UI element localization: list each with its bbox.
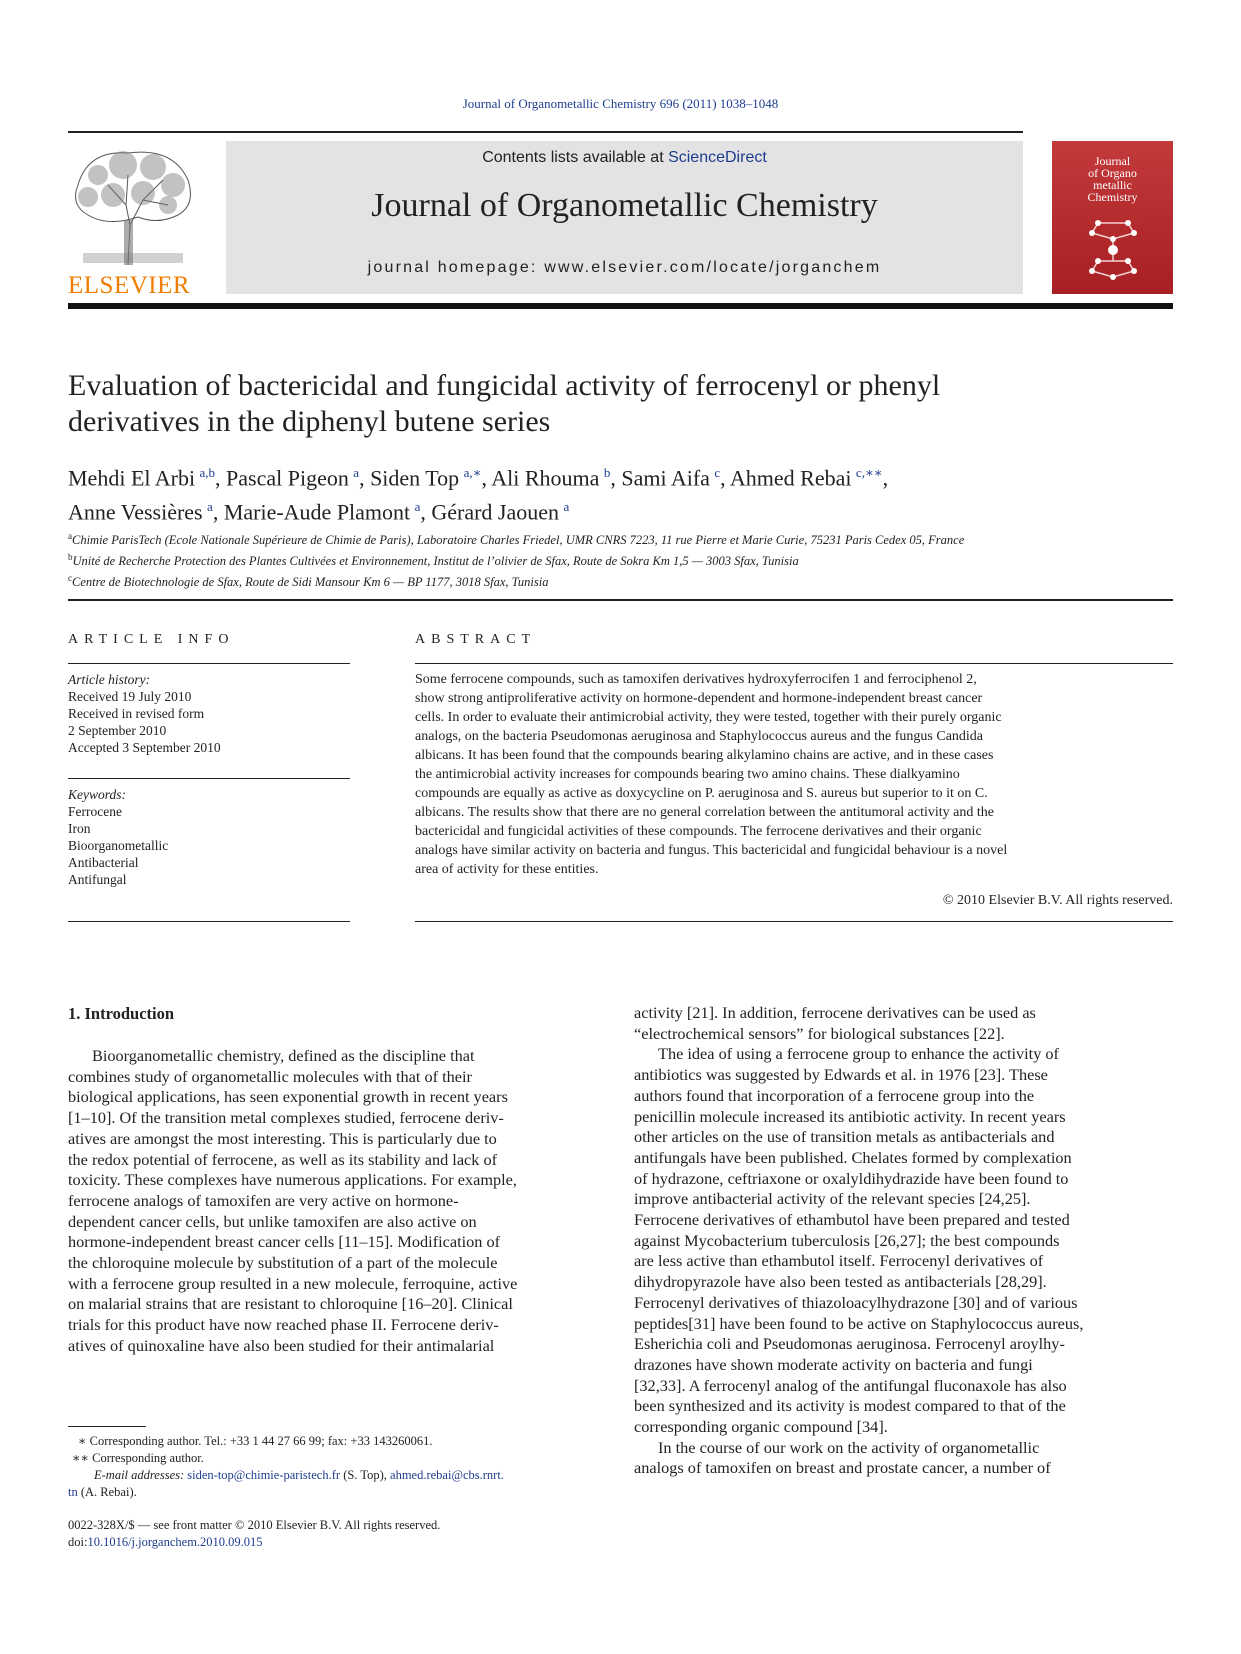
footnotes — [68, 1433, 598, 1501]
email-link-rebai-cont[interactable]: tn — [68, 1485, 78, 1499]
history-item: Received 19 July 2010 — [68, 689, 192, 704]
author-name: Anne Vessières — [68, 499, 203, 525]
body-line: the redox potential of ferrocene, as well as its stability and lack of — [68, 1149, 498, 1169]
title-line-1: Evaluation of bactericidal and fungicidal activity of ferrocenyl or phenyl — [68, 369, 941, 402]
email-link-top[interactable]: siden-top@chimie-paristech.fr — [187, 1468, 341, 1482]
author-name: Mehdi El Arbi — [68, 465, 196, 491]
author-affil-mark[interactable]: a,b — [199, 465, 216, 480]
keywords — [68, 786, 350, 888]
journal-citation[interactable]: Journal of Organometallic Chemistry 696 (2011) 1038–1048 — [462, 96, 779, 111]
body-line: dihydropyrazole have also been tested as antibacterials [28,29]. — [634, 1272, 1047, 1292]
journal-homepage[interactable]: journal homepage: www.elsevier.com/locate/jorganchem — [367, 259, 882, 276]
author-name: Siden Top — [370, 465, 460, 491]
body-line: hormone-independent breast cancer cells [11–15]. Modification of — [68, 1232, 501, 1252]
body-line: antifungals have been published. Chelates formed by complexation — [634, 1147, 1072, 1167]
keyword: Iron — [68, 821, 91, 836]
intro-left-column — [68, 1046, 598, 1357]
body-line: combines study of organometallic molecules with that of their — [68, 1066, 472, 1086]
author-line-2: Anne Vessières $^a$, Marie-Aude Plamont $^a$, Gérard Jaouen $^a$ — [68, 499, 570, 525]
abstract-copyright: © 2010 Elsevier B.V. All rights reserved. — [942, 893, 1173, 908]
author-line-1: Mehdi El Arbi $^{a,b}$, Pascal Pigeon $^a$, Siden Top $^{a,∗}$, Ali Rhouma $^b$, Sami Aifa $^c$, Ahmed Rebai $^{c,∗∗}$, — [68, 465, 889, 491]
body-line: [1–10]. Of the transition metal complexes studied, ferrocene deriv- — [68, 1108, 504, 1128]
article-info-heading: ARTICLE INFO — [68, 632, 235, 647]
affiliation-a: $^a$Chimie ParisTech (Ecole Nationale Supérieure de Chimie de Paris), Laboratoire Charles Friedel, UMR CNRS 7223, 11 rue Pierre et Marie Curie, 75231 Paris Cedex 05, France — [68, 531, 965, 548]
history-item: 2 September 2010 — [68, 723, 167, 738]
affiliations-rule — [68, 599, 1173, 601]
body-line: of hydrazone, ceftriaxone or oxalyldihydrazide have been found to — [634, 1168, 1069, 1188]
sciencedirect-link[interactable]: ScienceDirect — [668, 149, 767, 166]
header-bottom-rule — [68, 303, 1173, 309]
footnote-rule — [68, 1426, 146, 1427]
ferrocene-molecule-icon — [1088, 211, 1138, 283]
section-heading-introduction: 1. Introduction — [68, 1004, 175, 1023]
body-line: improve antibacterial activity of the relevant species [24,25]. — [634, 1189, 1031, 1209]
body-line: toxicity. These complexes have numerous applications. For example, — [68, 1170, 517, 1190]
author-affil-mark[interactable]: c — [714, 465, 721, 480]
author-name: Sami Aifa — [621, 465, 710, 491]
body-line: other articles on the use of transition metals as antibacterials and — [634, 1127, 1055, 1147]
abstract-bottom-rule — [415, 921, 1173, 922]
journal-cover — [1052, 141, 1173, 294]
abstract-line: area of activity for these entities. — [415, 862, 599, 877]
abstract-line: albicans. It has been found that the compounds bearing alkylamino chains are active, and in these cases — [415, 748, 994, 763]
body-line: the chloroquine molecule by substitution of a part of the molecule — [68, 1253, 498, 1273]
email-link-rebai[interactable]: ahmed.rebai@cbs.rnrt. — [390, 1468, 504, 1482]
body-line: authors found that incorporation of a ferrocene group into the — [634, 1085, 1035, 1105]
affiliation-b: $^b$Unité de Recherche Protection des Plantes Cultivées et Environnement, Institut de l’olivier de Sfax, Route de Sokra Km 1,5 — 3003 Sfax, Tunisia — [68, 552, 799, 569]
body-line: antibiotics was suggested by Edwards et al. in 1976 [23]. These — [634, 1065, 1048, 1085]
keywords-label: Keywords: — [68, 787, 126, 802]
article-info-bottom-rule — [68, 921, 350, 922]
body-line: activity [21]. In addition, ferrocene derivatives can be used as — [634, 1003, 1036, 1022]
affiliation-c: $^c$Centre de Biotechnologie de Sfax, Route de Sidi Mansour Km 6 — BP 1177, 3018 Sfax, Tunisia — [68, 573, 549, 590]
body-line: [32,33]. A ferrocenyl analog of the antifungal fluconaxole has also — [634, 1375, 1067, 1395]
abstract-line: Some ferrocene compounds, such as tamoxifen derivatives hydroxyferrocifen 1 and ferrociphenol 2, — [415, 672, 977, 687]
body-line: In the course of our work on the activity of organometallic — [658, 1437, 1040, 1457]
abstract-line: bactericidal and fungicidal activities of these compounds. The ferrocene derivatives and their organic — [415, 824, 982, 839]
doi-line: doi:10.1016/j.jorganchem.2010.09.015 — [68, 1535, 263, 1549]
body-line: analogs of tamoxifen on breast and prostate cancer, a number of — [634, 1458, 1051, 1478]
body-line: The idea of using a ferrocene group to enhance the activity of — [658, 1044, 1059, 1064]
body-line: on malarial strains that are resistant to chloroquine [16–20]. Clinical — [68, 1294, 513, 1314]
author-name: Gérard Jaouen — [431, 499, 560, 525]
article-info-rule — [68, 663, 350, 664]
contents-prefix: Contents lists available at — [482, 149, 669, 166]
keyword: Antibacterial — [68, 855, 139, 870]
author-affil-mark[interactable]: c,∗∗ — [855, 465, 883, 480]
body-line: Bioorganometallic chemistry, defined as the discipline that — [92, 1046, 475, 1065]
body-line: been synthesized and its activity is modest compared to that of the — [634, 1396, 1066, 1416]
abstract-line: cells. In order to evaluate their antimicrobial activity, they were tested, together with their purely organic — [415, 710, 1002, 725]
front-matter — [68, 1517, 668, 1551]
body-line: corresponding organic compound [34]. — [634, 1417, 888, 1437]
author-affil-mark[interactable]: a — [207, 499, 213, 515]
abstract-line: show strong antiproliferative activity on hormone-dependent and hormone-independent breast cancer — [415, 691, 983, 706]
contents-line — [226, 149, 1023, 167]
elsevier-tree-icon — [68, 145, 198, 267]
body-line: atives of quinoxaline have also been studied for their antimalarial — [68, 1335, 495, 1355]
body-line: penicillin molecule increased its antibiotic activity. In recent years — [634, 1106, 1066, 1126]
article-title — [68, 368, 1173, 440]
cover-title: Journal of Organo metallic Chemistry — [1087, 154, 1138, 204]
abstract-line: compounds are equally as active as doxycycline on P. aeruginosa and S. aureus but superior to it on C. — [415, 786, 988, 801]
body-line: with a ferrocene group resulted in a new molecule, ferroquine, active — [68, 1273, 518, 1293]
journal-name: Journal of Organometallic Chemistry — [371, 187, 878, 224]
abstract-line: analogs, on the bacteria Pseudomonas aeruginosa and Staphylococcus aureus and the fungus Candida — [415, 729, 984, 744]
history-item: Accepted 3 September 2010 — [68, 740, 221, 755]
article-history — [68, 671, 350, 756]
author-affil-mark[interactable]: b — [603, 465, 611, 480]
email-label: E-mail addresses: — [94, 1468, 188, 1482]
body-line: atives are amongst the most interesting. This is particularly due to — [68, 1128, 497, 1148]
author-affil-mark[interactable]: a — [353, 465, 360, 480]
body-line: Ferrocene derivatives of ethambutol have been prepared and tested — [634, 1210, 1070, 1230]
footnote-corresponding-1: ∗ Corresponding author. Tel.: +33 1 44 27 66 99; fax: +33 143260061. — [78, 1434, 433, 1448]
body-line: trials for this product have now reached phase II. Ferrocene deriv- — [68, 1315, 499, 1335]
body-line: Esherichia coli and Pseudomonas aeruginosa. Ferrocenyl aroylhy- — [634, 1334, 1065, 1354]
body-line: Ferrocenyl derivatives of thiazoloacylhydrazone [30] and of various — [634, 1292, 1078, 1312]
keywords-rule — [68, 778, 350, 779]
intro-right-column — [634, 1003, 1174, 1479]
body-line: against Mycobacterium tuberculosis [26,27]; the best compounds — [634, 1230, 1060, 1250]
history-label: Article history: — [68, 672, 151, 687]
author-name: Ali Rhouma — [491, 465, 600, 491]
author-name: Pascal Pigeon — [226, 465, 349, 491]
author-list — [68, 458, 1173, 527]
history-item: Received in revised form — [68, 706, 205, 721]
footnote-emails-cont: tn (A. Rebai). — [68, 1485, 137, 1499]
keyword: Antifungal — [68, 872, 127, 887]
abstract-line: analogs have similar activity on bacteria and fungus. This bactericidal and fungicidal behaviour is a novel — [415, 843, 1008, 858]
abstract-line: albicans. The results show that there are no general correlation between the antitumoral activity and the — [415, 805, 994, 820]
body-line: biological applications, has seen exponential growth in recent years — [68, 1087, 508, 1107]
abstract-heading: ABSTRACT — [415, 632, 537, 647]
author-affil-mark[interactable]: a,∗ — [463, 465, 482, 480]
journal-banner — [226, 141, 1023, 294]
abstract-body — [415, 670, 1173, 879]
body-line: peptides[31] have been found to be active on Staphylococcus aureus, — [634, 1313, 1084, 1333]
keyword: Ferrocene — [68, 804, 122, 819]
elsevier-wordmark: ELSEVIER — [68, 272, 191, 299]
author-affil-mark[interactable]: a — [414, 499, 421, 515]
title-line-2: derivatives in the diphenyl butene series — [68, 405, 551, 438]
body-line: ferrocene analogs of tamoxifen are very active on hormone- — [68, 1190, 459, 1210]
abstract-line: the antimicrobial activity increases for compounds bearing two amino chains. These dialkyamino — [415, 767, 960, 782]
body-line: are less active than ethambutol itself. Ferrocenyl derivatives of — [634, 1251, 1044, 1271]
abstract-rule — [415, 663, 1173, 664]
header-top-rule — [68, 131, 1023, 133]
author-affil-mark[interactable]: a — [563, 499, 570, 515]
body-line: drazones have shown moderate activity on bacteria and fungi — [634, 1354, 1033, 1374]
keyword: Bioorganometallic — [68, 838, 169, 853]
footnote-corresponding-2: ∗∗ Corresponding author. — [72, 1451, 204, 1465]
author-name: Marie-Aude Plamont — [223, 499, 411, 525]
affiliations — [68, 528, 1173, 591]
doi-link[interactable]: 10.1016/j.jorganchem.2010.09.015 — [87, 1535, 263, 1549]
body-line: “electrochemical sensors” for biological substances [22]. — [634, 1023, 1005, 1043]
issn-line: 0022-328X/$ — see front matter © 2010 Elsevier B.V. All rights reserved. — [68, 1518, 441, 1532]
elsevier-logo — [68, 145, 198, 299]
author-name: Ahmed Rebai — [729, 465, 852, 491]
body-line: dependent cancer cells, but unlike tamoxifen are also active on — [68, 1211, 477, 1231]
footnote-emails: E-mail addresses: siden-top@chimie-paristech.fr (S. Top), ahmed.rebai@cbs.rnrt. — [94, 1468, 504, 1482]
